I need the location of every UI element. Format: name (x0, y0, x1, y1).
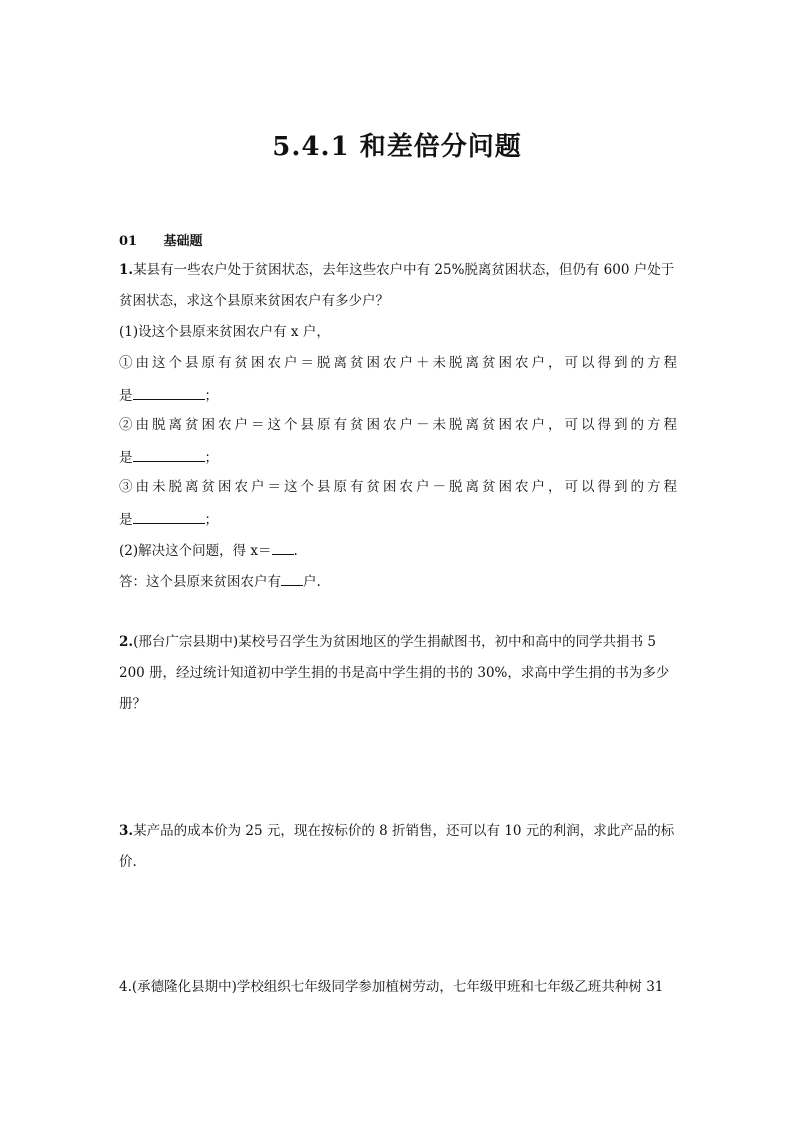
q3-line-2: 价. (119, 854, 137, 870)
q2-line-3: 册？ (119, 696, 146, 712)
q1-line-6: ②由脱离贫困农户＝这个县原有贫困农户－未脱离贫困农户，可以得到的方程 (119, 417, 677, 433)
q1-line-10: (2)解决这个问题，得 x＝ . (119, 540, 677, 560)
q4-line-1: 4.(承德隆化县期中)学校组织七年级同学参加植树劳动，七年级甲班和七年级乙班共种树 31 (119, 979, 664, 995)
q1-line-2: 贫困状态，求这个县原来贫困农户有多少户？ (119, 293, 389, 309)
q4-number: 4. (119, 979, 132, 995)
q1-line-4: ①由这个县原有贫困农户＝脱离贫困农户＋未脱离贫困农户，可以得到的方程 (119, 355, 677, 371)
section-number: 01 (119, 234, 138, 249)
q3-number: 3. (119, 823, 134, 839)
answer-blank (133, 509, 205, 524)
q2-line-2: 200 册，经过统计知道初中学生捐的书是高中学生捐的书的 30%，求高中学生捐的书为多少 (119, 665, 670, 681)
answer-blank (133, 385, 205, 400)
answer-blank (281, 571, 303, 586)
section-heading (119, 230, 203, 249)
q1-number: 1. (119, 262, 134, 278)
q1-line-1: 1.某县有一些农户处于贫困状态，去年这些农户中有 25%脱离贫困状态，但仍有 600 户处于 (119, 262, 675, 278)
q1-line-11: 答：这个县原来贫困农户有 户. (119, 571, 677, 591)
q1-line-8: ③由未脱离贫困农户＝这个县原有贫困农户－脱离贫困农户，可以得到的方程 (119, 479, 677, 495)
answer-blank (272, 540, 294, 555)
q3-line-1: 3.某产品的成本价为 25 元，现在按标价的 8 折销售，还可以有 10 元的利润，求此产品的标 (119, 823, 675, 839)
section-label: 基础题 (163, 234, 203, 249)
q2-line-1: 2.(邢台广宗县期中)某校号召学生为贫困地区的学生捐献图书，初中和高中的同学共捐书 5 (119, 634, 657, 650)
q1-line-3: (1)设这个县原来贫困农户有 x 户， (119, 324, 330, 340)
q1-line-7: 是 ； (119, 447, 677, 467)
q1-line-5: 是 ； (119, 385, 677, 405)
q1-line-9: 是 ； (119, 509, 677, 529)
page-title: 5.4.1 和差倍分问题 (272, 132, 522, 162)
q2-number: 2. (119, 634, 134, 650)
answer-blank (133, 447, 205, 462)
